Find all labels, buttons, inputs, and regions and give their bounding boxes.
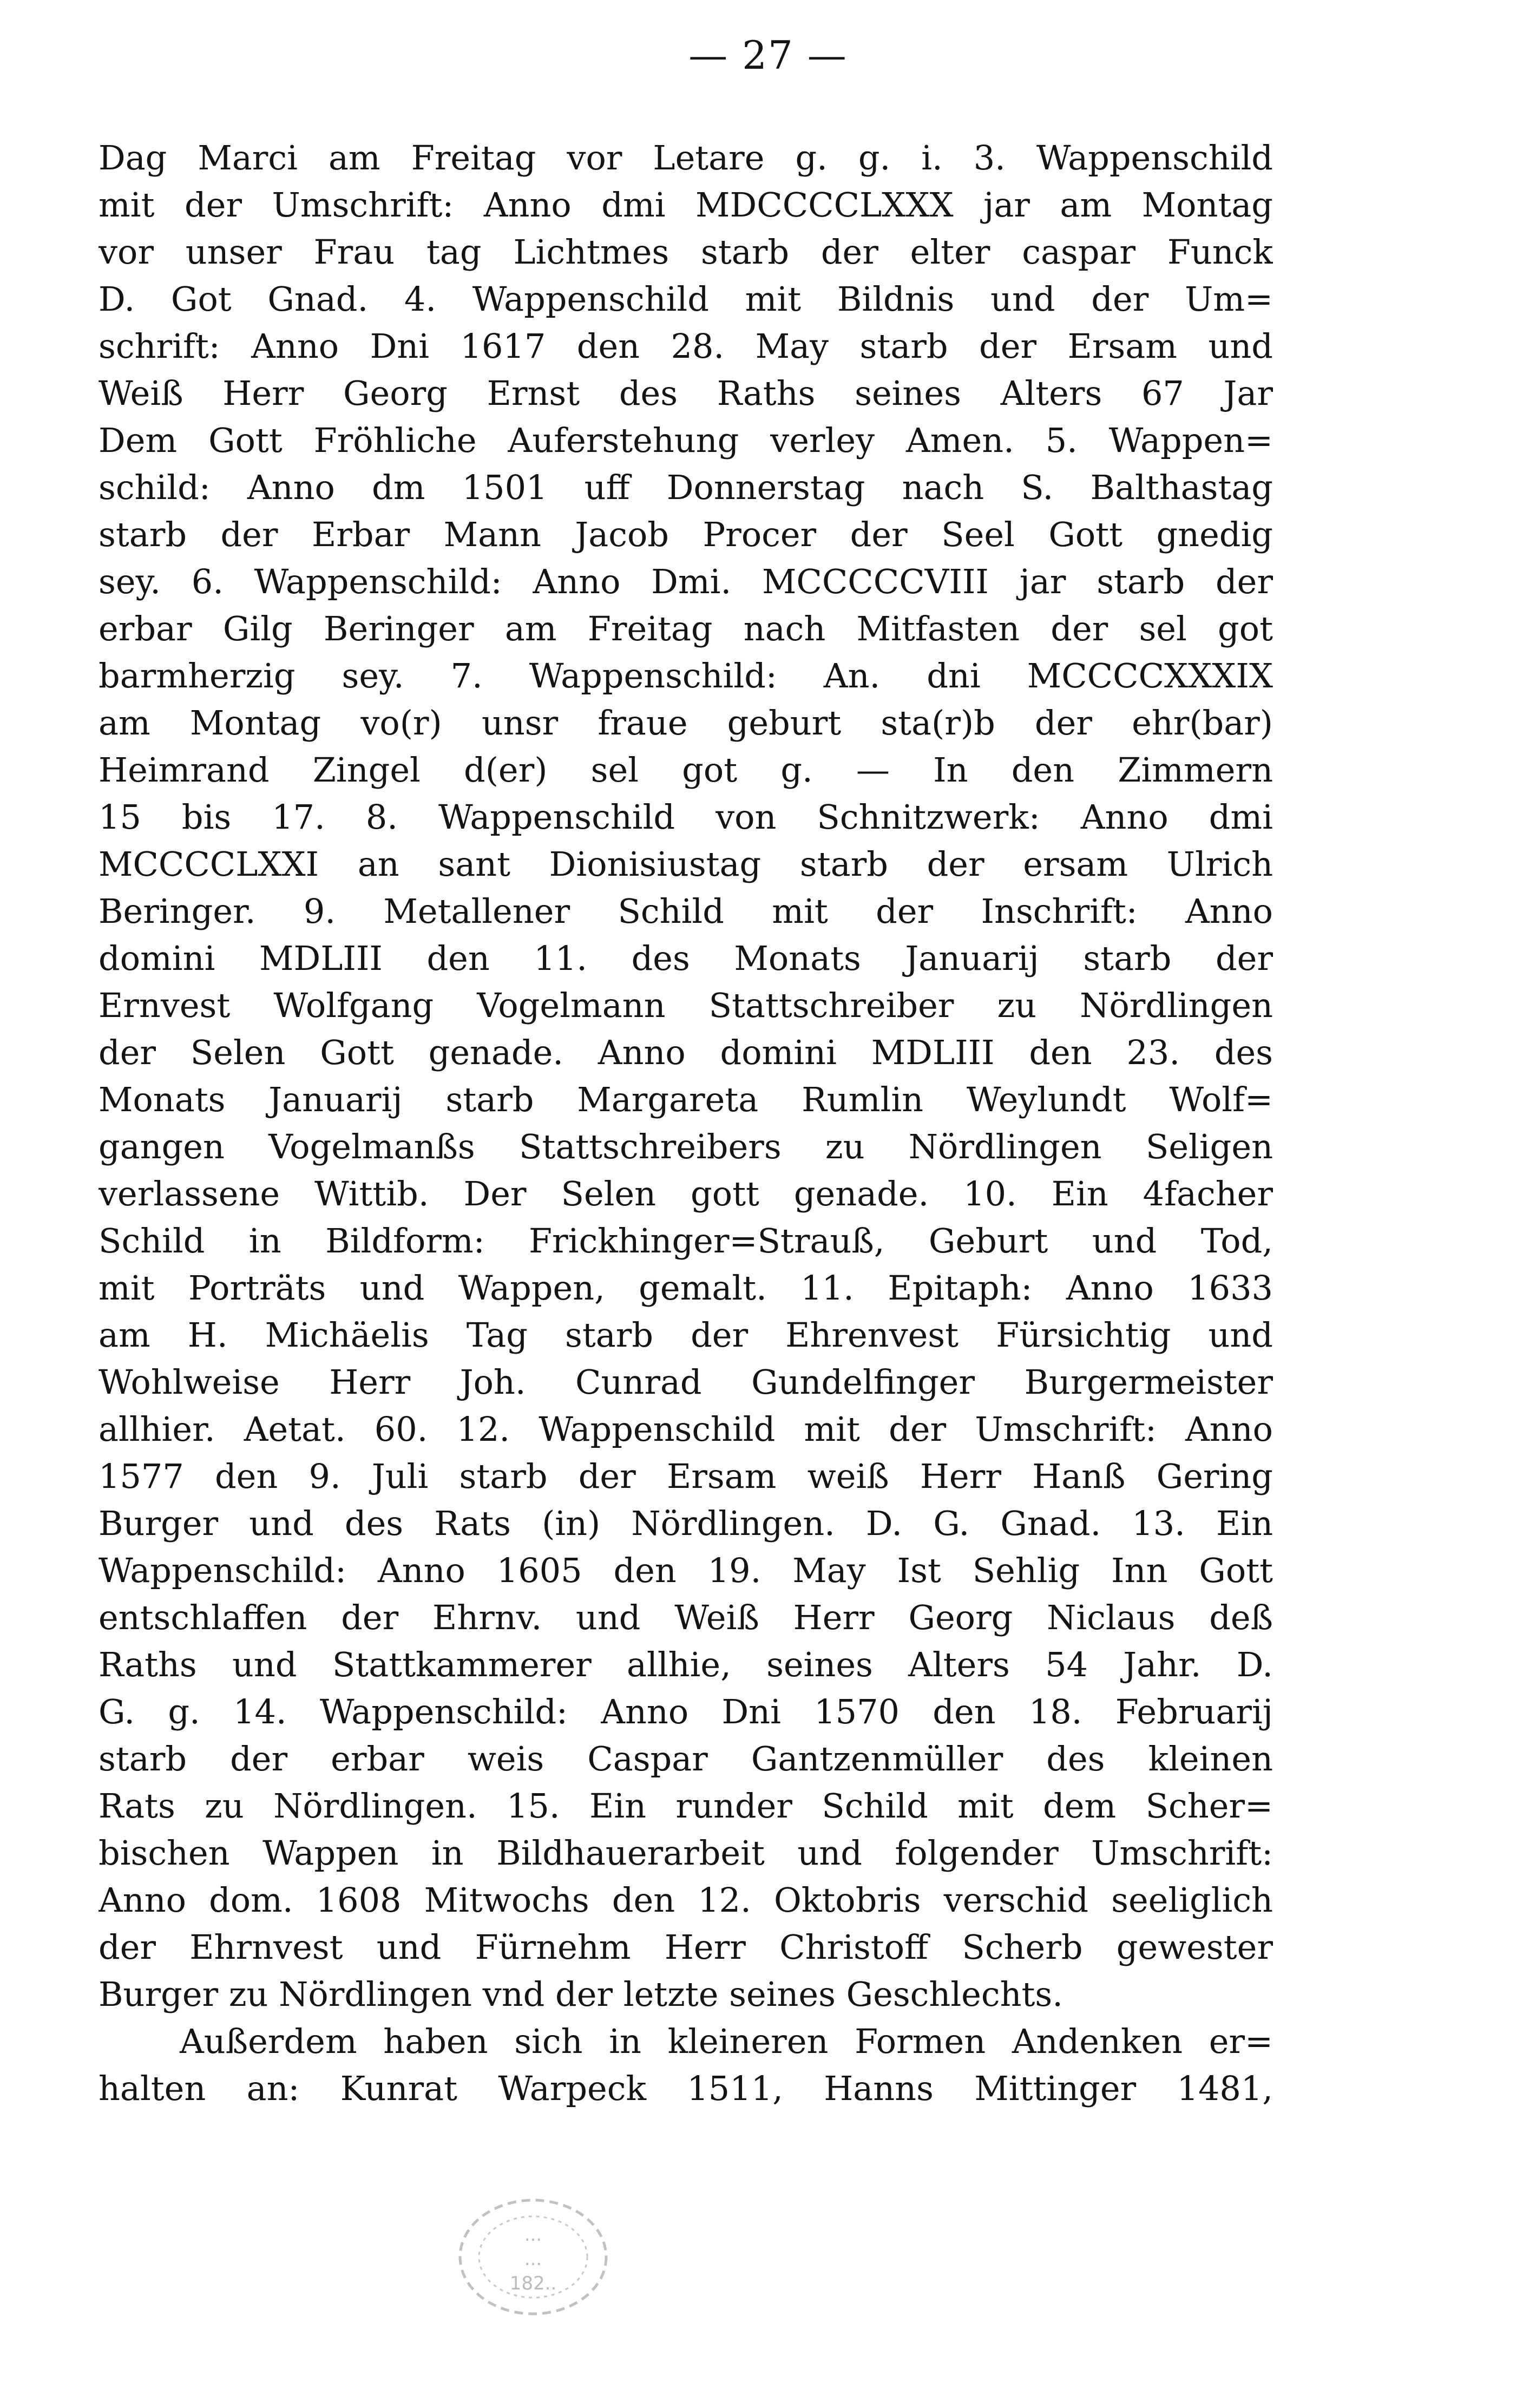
text-line: mit der Umschrift: Anno dmi MDCCCCLXXX jar am Montag	[99, 185, 1273, 225]
text-line: starb der Erbar Mann Jacob Procer der Seel Gott gnedig	[99, 515, 1273, 554]
text-line: Burger und des Rats (in) Nördlingen. D. G. Gnad. 13. Ein	[99, 1504, 1273, 1543]
body-text	[99, 134, 1273, 2112]
text-line: Ernvest Wolfgang Vogelmann Stattschreiber zu Nördlingen	[99, 986, 1273, 1025]
text-line: Dag Marci am Freitag vor Letare g. g. i. 3. Wappenschild	[99, 138, 1273, 178]
stamp-mark	[455, 2192, 612, 2322]
text-line: sey. 6. Wappenschild: Anno Dmi. MCCCCCVIII jar starb der	[99, 562, 1273, 601]
text-line: erbar Gilg Beringer am Freitag nach Mitfasten der sel got	[99, 609, 1273, 648]
text-line: Rats zu Nördlingen. 15. Ein runder Schild mit dem Scher=	[99, 1786, 1273, 1826]
text-line: halten an: Kunrat Warpeck 1511, Hanns Mittinger 1481,	[99, 2069, 1273, 2108]
text-line: entschlaffen der Ehrnv. und Weiß Herr Georg Niclaus deß	[99, 1598, 1273, 1637]
text-line: Wappenschild: Anno 1605 den 19. May Ist Sehlig Inn Gott	[99, 1551, 1273, 1590]
text-line: Burger zu Nördlingen vnd der letzte seines Geschlechts.	[99, 1974, 1063, 2014]
text-line: MCCCCLXXI an sant Dionisiustag starb der ersam Ulrich	[99, 844, 1273, 884]
text-line: 1577 den 9. Juli starb der Ersam weiß Herr Hanß Gering	[99, 1456, 1273, 1496]
text-line: D. Got Gnad. 4. Wappenschild mit Bildnis und der Um=	[99, 279, 1273, 319]
library-stamp	[455, 2192, 612, 2322]
paragraph-first-line: Außerdem haben sich in kleineren Formen Andenken er=	[180, 2022, 1273, 2061]
text-line: schrift: Anno Dni 1617 den 28. May starb der Ersam und	[99, 326, 1273, 366]
text-line: Monats Januarij starb Margareta Rumlin Weylundt Wolf=	[99, 1080, 1273, 1119]
stamp-text-top: ...	[524, 2224, 542, 2246]
text-line: domini MDLIII den 11. des Monats Januarij starb der	[99, 939, 1273, 978]
text-line: starb der erbar weis Caspar Gantzenmüller des kleinen	[99, 1739, 1273, 1779]
text-line: barmherzig sey. 7. Wappenschild: An. dni MCCCCXXXIX	[99, 656, 1273, 696]
text-line: vor unser Frau tag Lichtmes starb der elter caspar Funck	[99, 232, 1273, 272]
text-line: verlassene Wittib. Der Selen gott genade. 10. Ein 4facher	[99, 1174, 1273, 1213]
text-line: Anno dom. 1608 Mitwochs den 12. Oktobris verschid seeliglich	[99, 1880, 1273, 1920]
text-line: gangen Vogelmanßs Stattschreibers zu Nördlingen Seligen	[99, 1127, 1273, 1166]
text-line: Weiß Herr Georg Ernst des Raths seines Alters 67 Jar	[99, 373, 1273, 413]
text-line: bischen Wappen in Bildhauerarbeit und folgender Umschrift:	[99, 1833, 1273, 1873]
text-line: Wohlweise Herr Joh. Cunrad Gundelfinger Burgermeister	[99, 1362, 1273, 1402]
text-line: 15 bis 17. 8. Wappenschild von Schnitzwerk: Anno dmi	[99, 797, 1273, 837]
text-line: Heimrand Zingel d(er) sel got g. — In den Zimmern	[99, 750, 1273, 790]
text-line: allhier. Aetat. 60. 12. Wappenschild mit der Umschrift: Anno	[99, 1409, 1273, 1449]
stamp-text-mid: ...	[524, 2248, 542, 2270]
text-line: am H. Michäelis Tag starb der Ehrenvest Fürsichtig und	[99, 1315, 1273, 1355]
text-line: der Selen Gott genade. Anno domini MDLIII den 23. des	[99, 1033, 1273, 1072]
text-line: schild: Anno dm 1501 uff Donnerstag nach S. Balthastag	[99, 468, 1273, 507]
text-line: Schild in Bildform: Frickhinger=Strauß, Geburt und Tod,	[99, 1221, 1273, 1261]
text-line: Dem Gott Fröhliche Auferstehung verley Amen. 5. Wappen=	[99, 421, 1273, 460]
text-line: der Ehrnvest und Fürnehm Herr Christoff Scherb gewester	[99, 1927, 1273, 1967]
text-line: Raths und Stattkammerer allhie, seines Alters 54 Jahr. D.	[99, 1645, 1273, 1684]
stamp-text-bottom: 182..	[509, 2273, 557, 2294]
text-line: G. g. 14. Wappenschild: Anno Dni 1570 den 18. Februarij	[99, 1692, 1273, 1731]
text-line: Beringer. 9. Metallener Schild mit der Inschrift: Anno	[99, 891, 1273, 931]
page-number: — 27 —	[688, 32, 848, 78]
text-line: mit Porträts und Wappen, gemalt. 11. Epitaph: Anno 1633	[99, 1268, 1273, 1308]
text-line: am Montag vo(r) unsr fraue geburt sta(r)b der ehr(bar)	[99, 703, 1273, 743]
